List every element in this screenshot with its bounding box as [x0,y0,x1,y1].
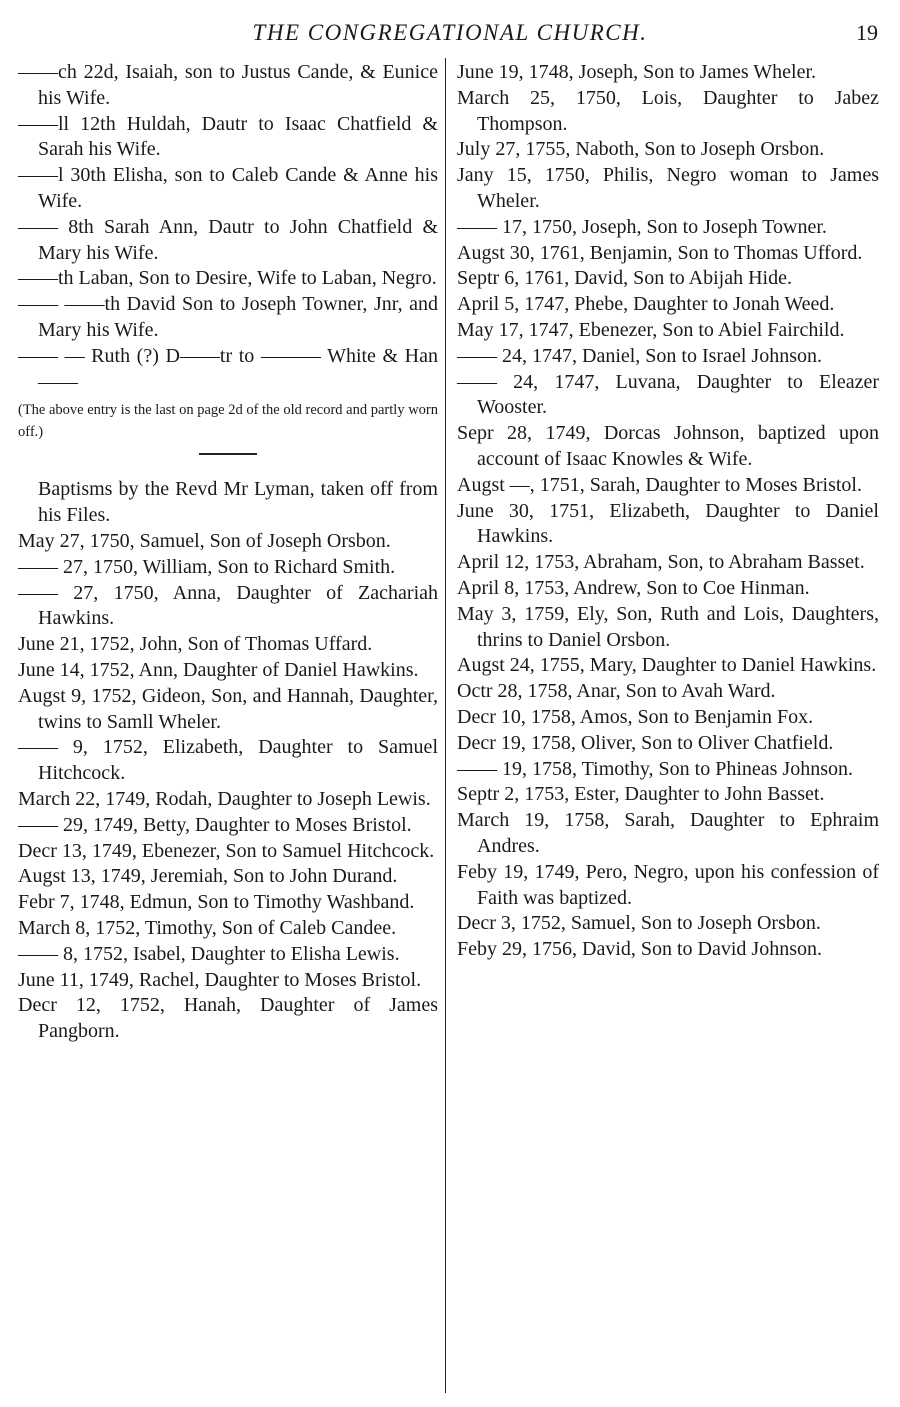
baptism-entry: April 12, 1753, Abraham, Son, to Abraham Basset. [457,551,865,574]
baptism-entry: June 11, 1749, Rachel, Daughter to Moses Bristol. [18,968,422,991]
baptism-entry: March 19, 1758, Sarah, Daughter to Ephraim Andres. [457,809,879,857]
left-entries-top [18,60,438,395]
page-title: THE CONGREGATIONAL CHURCH. [252,20,648,45]
baptism-entry: June 21, 1752, John, Son of Thomas Uffard. [18,633,373,656]
baptism-entry: April 5, 1747, Phebe, Daughter to Jonah Weed. [457,293,835,316]
baptism-entry: ——ch 22d, Isaiah, son to Justus Cande, & Eunice his Wife. [18,61,438,109]
baptism-entry: Feby 19, 1749, Pero, Negro, upon his confession of Faith was baptized. [457,860,879,909]
baptism-entry: —— 8th Sarah Ann, Dautr to John Chatfield & Mary his Wife. [18,215,438,264]
baptism-entry: Jany 15, 1750, Philis, Negro woman to James Wheler. [457,164,879,212]
baptism-entry: —— 24, 1747, Daniel, Son to Israel Johnson. [457,344,822,367]
baptism-entry: Decr 3, 1752, Samuel, Son to Joseph Orsbon. [457,912,821,935]
baptism-entry: —— 17, 1750, Joseph, Son to Joseph Towner. [457,215,827,238]
baptism-entry: ——ll 12th Huldah, Dautr to Isaac Chatfield & Sarah his Wife. [18,112,438,161]
baptism-entry: Sepr 28, 1749, Dorcas Johnson, baptized upon account of Isaac Knowles & Wife. [457,422,879,470]
baptism-entry: June 14, 1752, Ann, Daughter of Daniel Hawkins. [18,658,419,681]
baptism-entry: —— 29, 1749, Betty, Daughter to Moses Bristol. [18,813,412,836]
baptism-entry: May 27, 1750, Samuel, Son of Joseph Orsbon. [18,529,391,552]
right-column [457,60,879,963]
baptism-entry: —— 27, 1750, Anna, Daughter of Zachariah Hawkins. [18,581,438,630]
baptism-entry: ——l 30th Elisha, son to Caleb Cande & Anne his Wife. [18,164,438,212]
baptism-entry: May 3, 1759, Ely, Son, Ruth and Lois, Daughters, thrins to Daniel Orsbon. [457,602,879,651]
baptism-entry: Decr 12, 1752, Hanah, Daughter of James Pangborn. [18,994,438,1043]
baptism-entry: March 8, 1752, Timothy, Son of Caleb Candee. [18,916,397,939]
baptism-entry: Decr 13, 1749, Ebenezer, Son to Samuel Hitchcock. [18,839,435,862]
baptism-entry: ——th Laban, Son to Desire, Wife to Laban, Negro. [18,267,437,290]
baptism-entry: —— 8, 1752, Isabel, Daughter to Elisha Lewis. [18,942,400,965]
baptism-entry: Decr 19, 1758, Oliver, Son to Oliver Chatfield. [457,731,834,754]
section-heading: Baptisms by the Revd Mr Lyman, taken off from his Files. [38,478,438,527]
baptism-entry: —— ——th David Son to Joseph Towner, Jnr, and Mary his Wife. [18,293,438,341]
baptism-entry: —— 9, 1752, Elizabeth, Daughter to Samuel Hitchcock. [18,736,438,785]
baptism-entry: —— — Ruth (?) D——tr to ——— White & Han—— [18,344,438,393]
baptism-entry: —— 27, 1750, William, Son to Richard Smith. [18,555,396,578]
baptism-entry: Feby 29, 1756, David, Son to David Johnson. [457,938,822,961]
baptism-entry: Augst 13, 1749, Jeremiah, Son to John Durand. [18,865,398,888]
baptism-entry: —— 24, 1747, Luvana, Daughter to Eleazer Wooster. [457,370,879,419]
left-entries-bottom [18,529,438,1045]
baptism-entry: Augst 30, 1761, Benjamin, Son to Thomas Ufford. [457,241,863,264]
baptism-entry: Decr 10, 1758, Amos, Son to Benjamin Fox. [457,705,814,728]
baptism-entry: Febr 7, 1748, Edmun, Son to Timothy Washband. [18,891,415,914]
column-divider [445,58,446,1393]
baptism-entry: March 25, 1750, Lois, Daughter to Jabez Thompson. [457,86,879,135]
baptism-entry: Octr 28, 1758, Anar, Son to Avah Ward. [457,680,776,703]
baptism-entry: June 19, 1748, Joseph, Son to James Wheler. [457,61,817,83]
baptism-entry: —— 19, 1758, Timothy, Son to Phineas Johnson. [457,757,853,780]
baptism-entry: May 17, 1747, Ebenezer, Son to Abiel Fairchild. [457,318,845,341]
baptism-entry: Septr 6, 1761, David, Son to Abijah Hide. [457,267,792,290]
baptism-entry: June 30, 1751, Elizabeth, Daughter to Daniel Hawkins. [457,499,879,548]
baptism-entry: April 8, 1753, Andrew, Son to Coe Hinman. [457,576,810,599]
left-column [18,60,438,1045]
baptism-entry: Augst 9, 1752, Gideon, Son, and Hannah, Daughter, twins to Samll Wheler. [18,684,438,733]
baptism-entry: Septr 2, 1753, Ester, Daughter to John Basset. [457,783,825,806]
baptism-entry: Augst —, 1751, Sarah, Daughter to Moses Bristol. [457,473,862,496]
baptism-entry: Augst 24, 1755, Mary, Daughter to Daniel Hawkins. [457,654,877,677]
baptism-entry: March 22, 1749, Rodah, Daughter to Joseph Lewis. [18,787,431,810]
editor-note: (The above entry is the last on page 2d of the old record and partly worn off.) [18,402,438,441]
page-number: 19 [856,20,878,45]
section-separator [199,453,257,455]
baptism-entry: July 27, 1755, Naboth, Son to Joseph Orsbon. [457,138,825,161]
right-entries [457,60,879,963]
